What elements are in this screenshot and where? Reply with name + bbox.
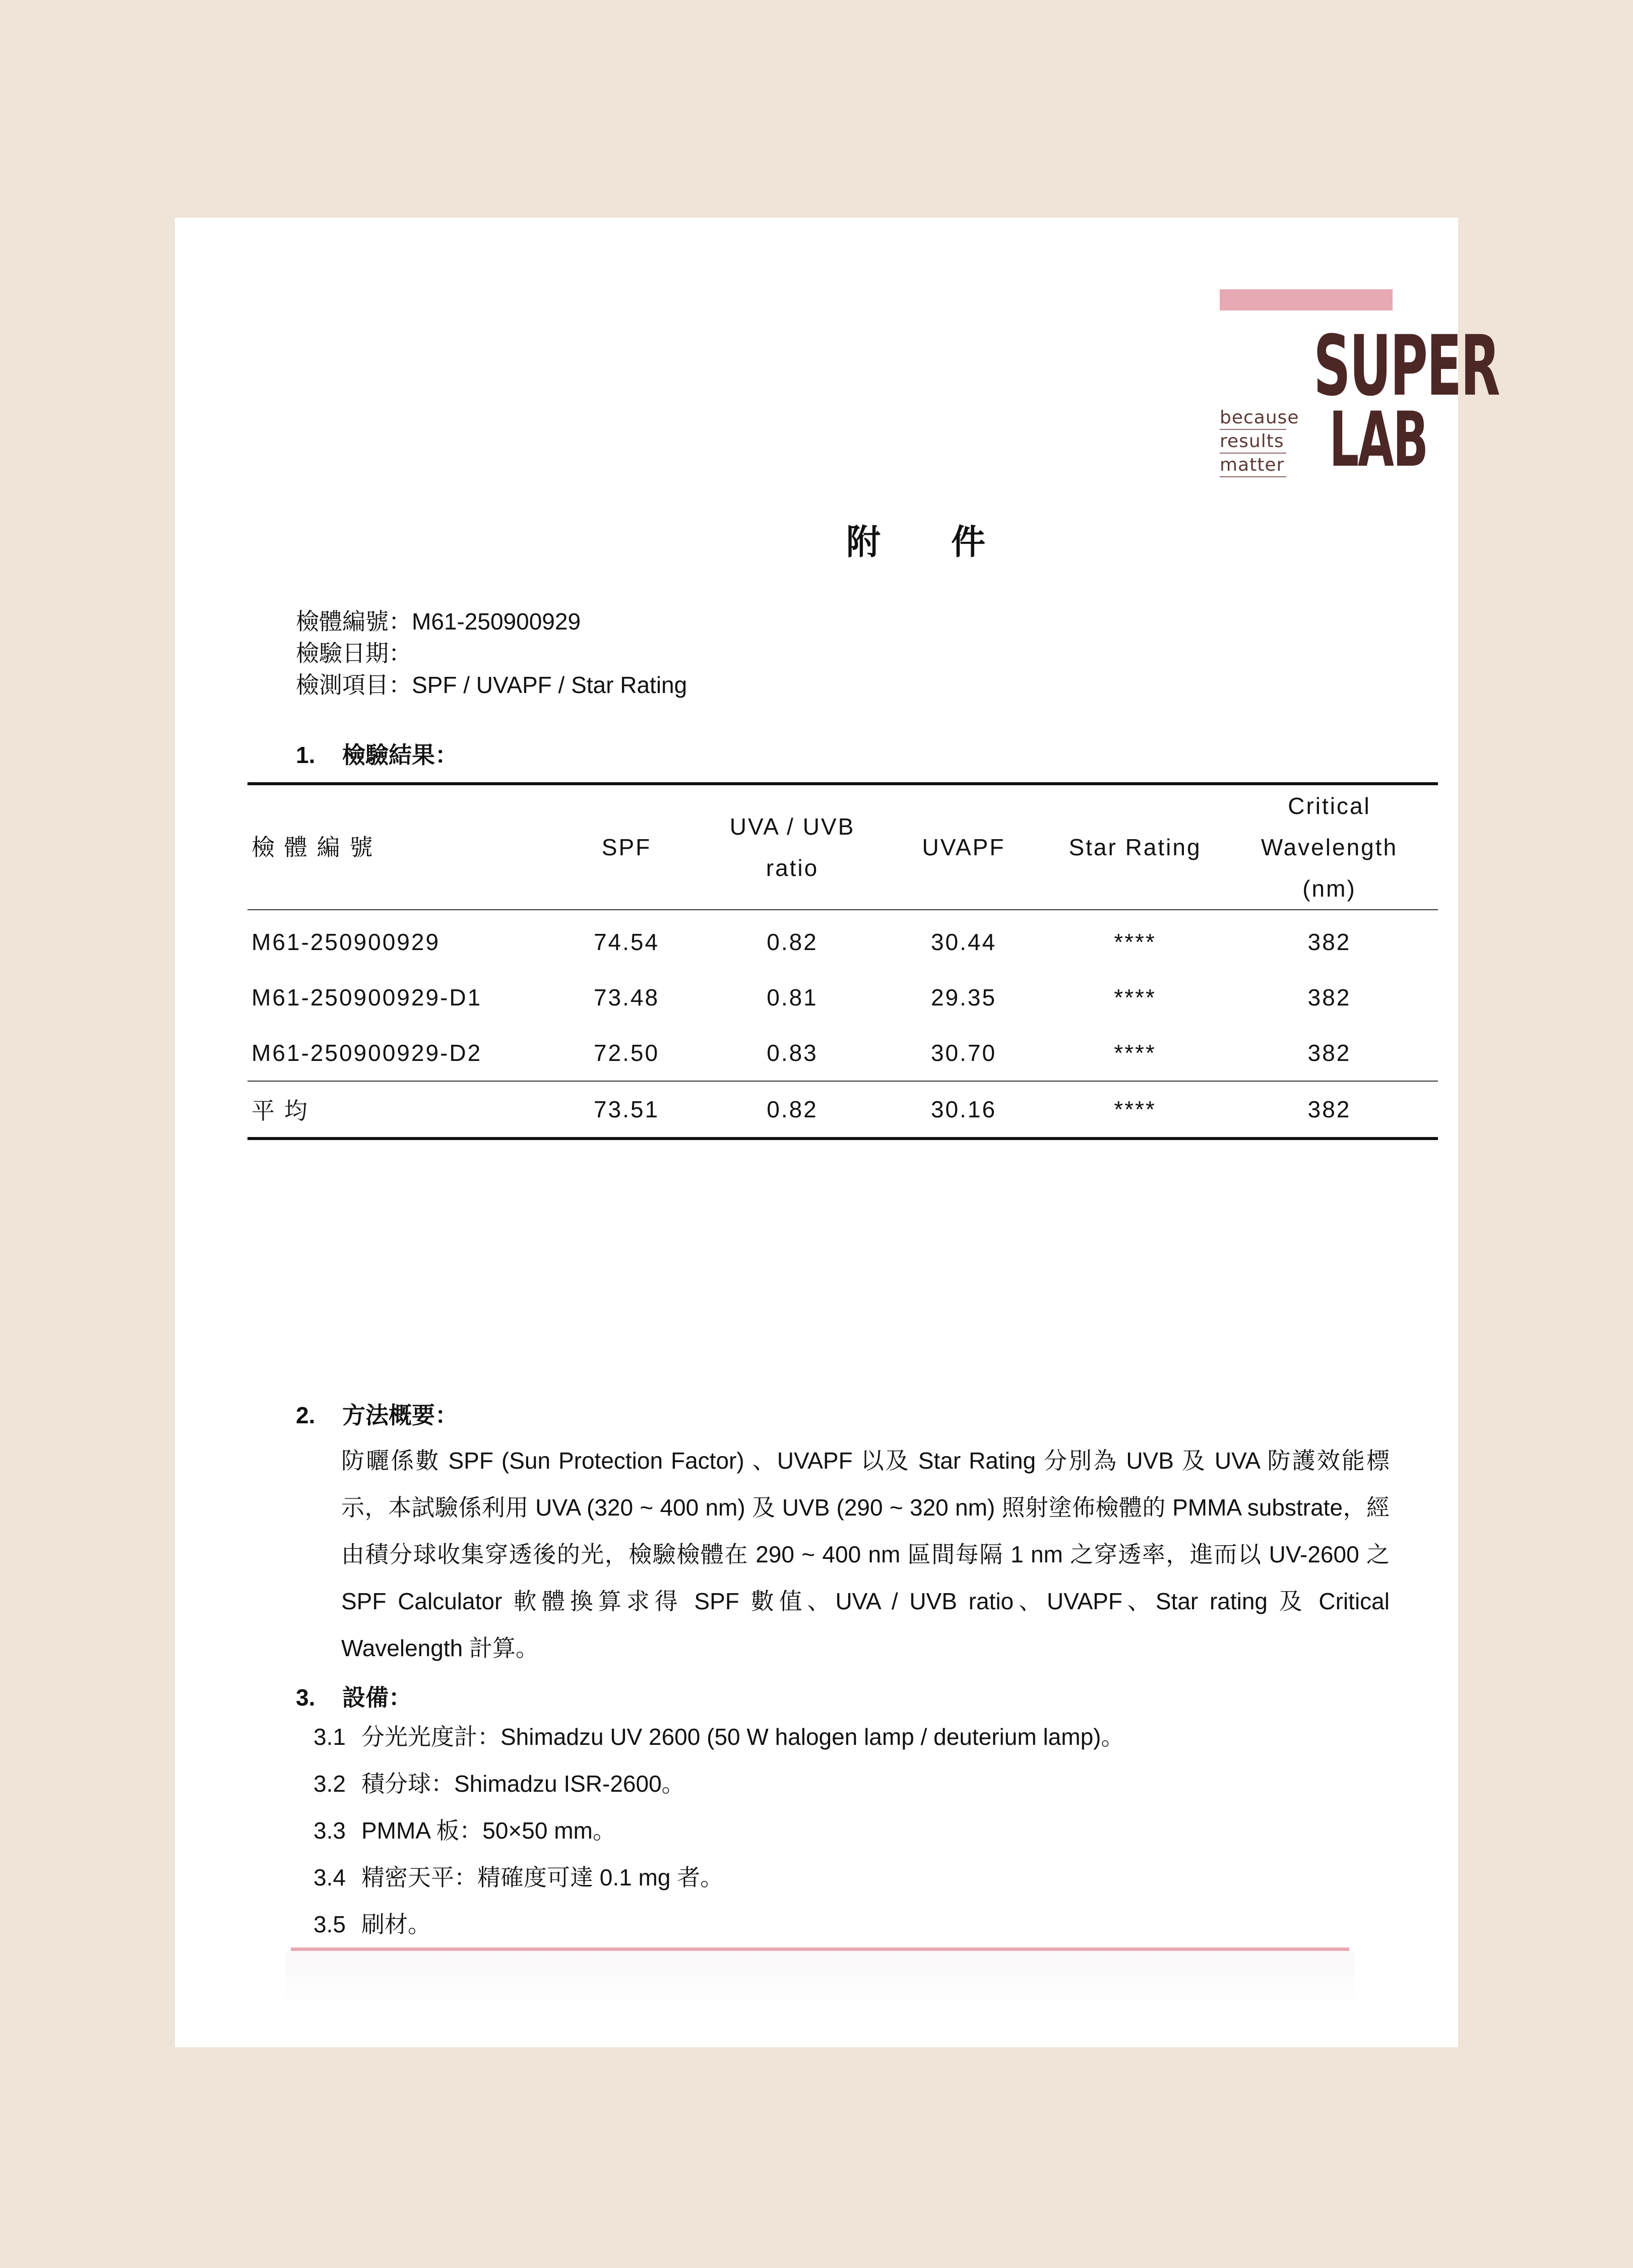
sample-id: 檢體編號：M61-250900929 — [296, 608, 581, 635]
logo-super-text: SUPER — [1313, 318, 1499, 414]
table-header-row — [247, 784, 1438, 910]
footer-divider — [291, 1947, 1349, 1951]
method-summary: 防曬係數 SPF (Sun Protection Factor) 、UVAPF 以及 Star Rating 分別為 UVB 及 UVA 防護效能標示，本試驗係利用 UVA (320 ~ 400 nm) 及 UVB (290 ~ 320 nm) 照射塗佈檢體的 PMMA substrate，經由積分球收集穿透後的光，檢驗檢體在 290 ~ 400 nm 區間每隔 1 nm 之穿透率，進而以 UV-2600 之 SPF Calculator 軟體換算求得 SPF 數值、UVA / UVB ratio、UVAPF、Star rating 及 Critical Wavelength 計算。 — [341, 1447, 1390, 1661]
section-number: 2. — [296, 1402, 316, 1428]
header-line: Critical — [1288, 793, 1371, 819]
section-title: 檢驗結果： — [342, 742, 458, 768]
logo-tagline — [1220, 406, 1299, 477]
cell-spf: 72.50 — [593, 1040, 660, 1066]
test-items: 檢測項目：SPF / UVAPF / Star Rating — [296, 672, 687, 698]
cell-uvapf: 30.16 — [878, 1081, 1049, 1139]
section-title: 設備： — [342, 1684, 412, 1711]
header-line: (nm) — [1302, 875, 1356, 902]
tagline-line: matter — [1220, 454, 1286, 477]
list-item — [313, 1807, 1124, 1854]
cell-sample-id: M61-250900929-D2 — [252, 1040, 482, 1066]
item-number: 3.4 — [313, 1864, 346, 1891]
cell-star: **** — [1114, 1040, 1156, 1066]
cell-ratio: 0.81 — [767, 984, 818, 1011]
item-number: 3.3 — [313, 1817, 346, 1844]
header-uvapf: UVAPF — [878, 784, 1049, 910]
table-row — [247, 1025, 1438, 1081]
cell-uvapf: 30.70 — [930, 1040, 997, 1066]
results-table — [247, 782, 1438, 1140]
cell-sample-id: M61-250900929 — [252, 929, 441, 955]
list-item — [313, 1854, 1124, 1901]
header-sample-id: 檢 體 編 號 — [247, 784, 546, 910]
footer-shade — [286, 1951, 1354, 2012]
cell-uvapf: 29.35 — [930, 984, 997, 1011]
header-line: UVA / UVB — [729, 813, 855, 840]
header-critical-wavelength — [1221, 784, 1438, 910]
page-title: 附件 — [846, 523, 1056, 561]
cell-cw: 382 — [1307, 929, 1351, 955]
cell-ratio: 0.82 — [707, 1081, 878, 1139]
cell-star: **** — [1049, 1081, 1221, 1139]
section-3-heading — [296, 1679, 412, 1713]
section-number: 3. — [296, 1684, 316, 1711]
cell-ratio: 0.82 — [767, 929, 818, 955]
header-spf: SPF — [546, 784, 707, 910]
cell-uvapf: 30.44 — [930, 929, 997, 955]
header-line: ratio — [766, 855, 819, 881]
item-number: 3.1 — [313, 1724, 346, 1750]
list-item — [313, 1901, 1124, 1948]
section-1-heading — [296, 737, 458, 770]
header-uva-uvb-ratio — [707, 784, 878, 910]
item-number: 3.2 — [313, 1771, 346, 1797]
test-date: 檢驗日期： — [296, 640, 412, 666]
cell-star: **** — [1114, 984, 1156, 1011]
cell-star: **** — [1114, 929, 1156, 955]
cell-cw: 382 — [1307, 1040, 1351, 1066]
cell-cw: 382 — [1307, 984, 1351, 1011]
item-number: 3.5 — [313, 1911, 346, 1937]
document-page — [175, 218, 1499, 2047]
equipment-list — [313, 1714, 1124, 1948]
cell-ratio: 0.83 — [767, 1040, 818, 1066]
item-text: PMMA 板：50×50 mm。 — [361, 1817, 616, 1844]
header-star-rating: Star Rating — [1049, 784, 1221, 910]
cell-spf: 74.54 — [593, 929, 660, 955]
table-row — [247, 970, 1438, 1025]
cell-cw: 382 — [1221, 1081, 1438, 1139]
super-lab-logo — [1220, 289, 1499, 491]
cell-average-label: 平 均 — [247, 1081, 546, 1139]
item-text: 刷材。 — [361, 1911, 431, 1937]
list-item — [313, 1760, 1124, 1807]
tagline-line: because — [1220, 406, 1286, 430]
header-line: Wavelength — [1261, 834, 1398, 860]
section-number: 1. — [296, 742, 316, 768]
section-title: 方法概要： — [342, 1402, 458, 1428]
table-average-row — [247, 1081, 1438, 1139]
cell-spf: 73.48 — [593, 984, 660, 1011]
logo-pink-bar — [1220, 289, 1393, 310]
list-item — [313, 1714, 1124, 1760]
item-text: 分光光度計：Shimadzu UV 2600 (50 W halogen lamp / deuterium lamp)。 — [361, 1724, 1124, 1750]
logo-lab-text: LAB — [1329, 396, 1427, 484]
sample-meta — [296, 606, 687, 701]
item-text: 精密天平：精確度可達 0.1 mg 者。 — [361, 1864, 724, 1891]
item-text: 積分球：Shimadzu ISR-2600。 — [361, 1771, 685, 1797]
cell-spf: 73.51 — [546, 1081, 707, 1139]
section-2-heading — [296, 1397, 458, 1430]
tagline-line: results — [1220, 430, 1286, 454]
table-row — [247, 910, 1438, 970]
cell-sample-id: M61-250900929-D1 — [252, 984, 482, 1011]
